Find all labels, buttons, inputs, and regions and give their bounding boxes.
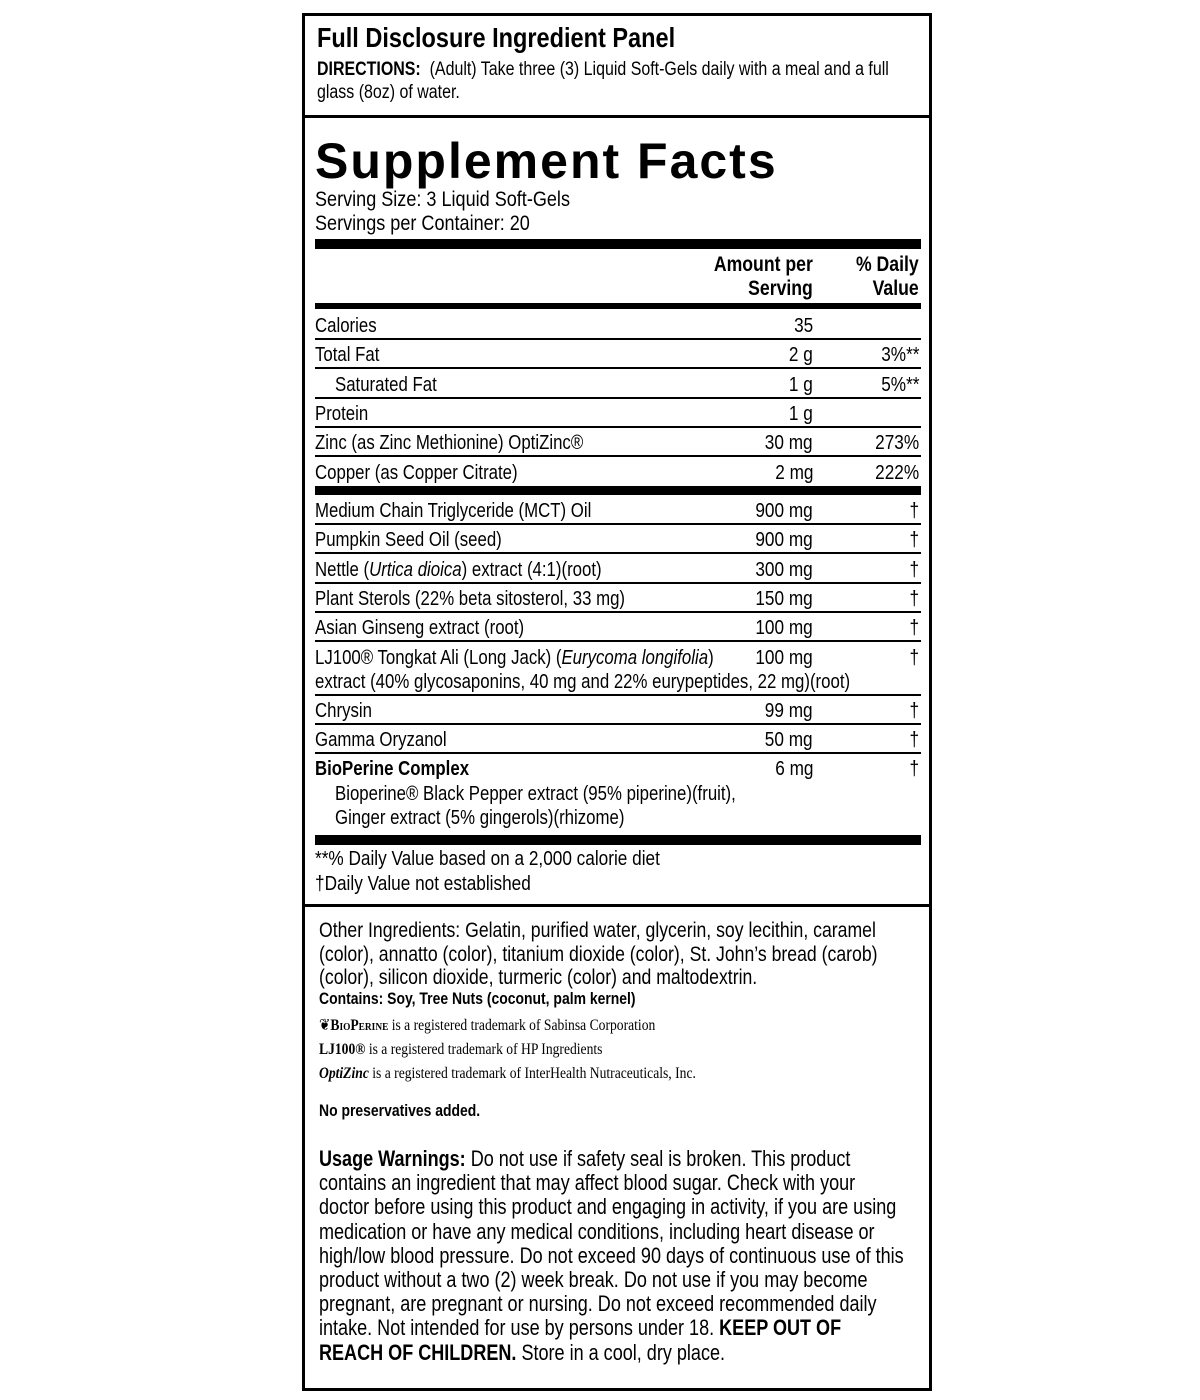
table-row <box>315 725 921 754</box>
trademark-text: is a registered trademark of HP Ingredients <box>368 1041 603 1058</box>
nutrient-name: Asian Ginseng extract (root) <box>315 617 525 640</box>
directions-text <box>317 58 905 104</box>
daily-value: 273% <box>875 432 919 455</box>
contains-text: Soy, Tree Nuts (coconut, palm kernel) <box>383 989 636 1008</box>
daily-value: † <box>909 500 919 522</box>
directions-panel <box>305 16 929 118</box>
footnote-not-established: †Daily Value not established <box>315 873 531 895</box>
amount-per-serving: 99 mg <box>765 699 813 722</box>
directions-body: (Adult) Take three (3) Liquid Soft-Gels daily with a meal and a full glass (8oz) of water. <box>317 59 889 103</box>
header-amount <box>714 253 813 301</box>
trademark-optizinc <box>319 1065 696 1083</box>
amount-per-serving: 300 mg <box>755 558 813 581</box>
nutrient-name: Calories <box>315 315 377 337</box>
daily-value: † <box>909 646 919 669</box>
amount-per-serving: 2 mg <box>774 461 813 484</box>
daily-value: † <box>909 699 919 722</box>
table-row <box>315 754 921 830</box>
daily-value: † <box>909 529 919 552</box>
daily-value: † <box>909 617 919 640</box>
header-amount-line2: Serving <box>748 277 813 300</box>
footnote-daily-value: **% Daily Value based on a 2,000 calorie diet <box>315 848 660 870</box>
header-dv-line1: % Daily <box>856 253 919 276</box>
amount-per-serving: 35 <box>793 315 813 337</box>
amount-per-serving: 1 g <box>789 402 813 425</box>
nutrient-name <box>315 646 714 670</box>
servings-per-container: Servings per Container: 20 <box>315 212 530 235</box>
amount-per-serving: 100 mg <box>755 617 813 640</box>
contains-line <box>319 989 636 1009</box>
serving-size: Serving Size: 3 Liquid Soft-Gels <box>315 188 570 211</box>
table-row <box>315 525 921 554</box>
nutrient-name: Total Fat <box>315 344 380 367</box>
table-row <box>315 399 921 428</box>
usage-warnings <box>319 1147 909 1365</box>
ginger-sub-line: Ginger extract (5% gingerols)(rhizome) <box>335 807 625 830</box>
leaf-icon: ❦ <box>319 1017 331 1034</box>
name-part: ) extract (4:1)(root) <box>461 558 602 581</box>
warnings-label: Usage Warnings: <box>319 1146 466 1171</box>
amount-per-serving: 50 mg <box>765 729 813 752</box>
name-part: ) <box>708 646 714 669</box>
group-divider <box>315 486 921 495</box>
optizinc-mark: OptiZinc <box>319 1065 369 1082</box>
bioperine-sub-line: Bioperine® Black Pepper extract (95% piperine)(fruit), <box>335 783 736 806</box>
daily-value: 3%** <box>880 344 919 367</box>
no-preservatives <box>319 1101 480 1121</box>
no-preservatives-text: No preservatives added. <box>319 1101 481 1120</box>
header-dv-line2: Value <box>872 277 919 300</box>
amount-per-serving: 900 mg <box>755 529 813 552</box>
lj100-mark: LJ100® <box>319 1041 366 1058</box>
table-row <box>315 370 921 399</box>
nutrient-name <box>315 558 602 582</box>
thick-divider <box>315 239 921 249</box>
table-row <box>315 555 921 584</box>
nutrient-name: Saturated Fat <box>335 373 437 396</box>
supplement-facts-panel <box>305 118 929 907</box>
nutrient-name: Chrysin <box>315 699 372 722</box>
nutrient-name: BioPerine Complex <box>315 758 470 781</box>
warnings-text: Do not use if safety seal is broken. This product contains an ingredient that may affect blood sugar. Check with your doctor before using this product and engaging in activity, if you are using medication or have any medical conditions, including heart disease or high/low blood pressure. Do not exceed 90 days of continuous use of this product without a two (2) week break. Do not use if you may become pregnant, are pregnant or nursing. Do not exceed recommended daily intake. Not intended for use by persons under 18. <box>319 1146 904 1341</box>
amount-per-serving: 1 g <box>789 373 813 396</box>
nutrient-name: Protein <box>315 402 369 425</box>
nutrient-name: Plant Sterols (22% beta sitosterol, 33 mg) <box>315 587 626 610</box>
amount-per-serving: 900 mg <box>755 500 813 522</box>
nutrient-name: Zinc (as Zinc Methionine) OptiZinc® <box>315 432 584 455</box>
name-part: LJ100® Tongkat Ali (Long Jack) ( <box>315 646 562 669</box>
table-row <box>315 428 921 457</box>
table-row <box>315 584 921 613</box>
name-part: Nettle ( <box>315 558 370 581</box>
nutrient-name: Pumpkin Seed Oil (seed) <box>315 529 502 552</box>
nutrient-name: Medium Chain Triglyceride (MCT) Oil <box>315 500 592 522</box>
table-row <box>315 613 921 642</box>
nutrient-name: Gamma Oryzanol <box>315 729 447 752</box>
amount-per-serving: 100 mg <box>755 646 813 669</box>
latin-name: Urtica dioica <box>369 558 462 581</box>
table-row <box>315 496 921 525</box>
header-daily-value <box>856 253 919 301</box>
amount-per-serving: 6 mg <box>774 758 813 781</box>
other-ingredients: Other Ingredients: Gelatin, purified water, glycerin, soy lecithin, caramel (color), annatto (color), titanium dioxide (color), St. John’s bread (carob)(color), silicon dioxide, turmeric (color) and maltodextrin. <box>319 919 878 989</box>
keep-out-of-reach: KEEP OUT OF REACH OF CHILDREN. <box>319 1315 842 1365</box>
daily-value: 222% <box>875 461 919 484</box>
table-row <box>315 311 921 340</box>
daily-value: † <box>909 587 919 610</box>
header-divider <box>315 303 921 309</box>
contains-label: Contains: <box>319 989 384 1008</box>
daily-value: † <box>909 558 919 581</box>
amount-per-serving: 2 g <box>789 344 813 367</box>
table-row <box>315 340 921 369</box>
daily-value: † <box>909 758 919 781</box>
table-row <box>315 458 921 485</box>
header-amount-line1: Amount per <box>714 253 813 276</box>
directions-label: DIRECTIONS: <box>317 59 421 80</box>
trademark-bioperine <box>319 1015 655 1035</box>
trademark-text: is a registered trademark of Sabinsa Corporation <box>391 1017 656 1034</box>
amount-per-serving: 150 mg <box>755 587 813 610</box>
bottom-divider <box>315 835 921 845</box>
table-row <box>315 696 921 725</box>
daily-value: 5%** <box>880 373 919 396</box>
trademark-lj100 <box>319 1041 602 1059</box>
warnings-end: Store in a cool, dry place. <box>516 1339 726 1365</box>
nutrient-name-line2: extract (40% glycosaponins, 40 mg and 22% eurypeptides, 22 mg)(root) <box>315 670 851 693</box>
nutrient-name: Copper (as Copper Citrate) <box>315 461 518 484</box>
panel-title: Full Disclosure Ingredient Panel <box>317 22 676 53</box>
ingredient-label <box>302 13 932 1391</box>
daily-value: † <box>909 729 919 752</box>
trademark-text: is a registered trademark of InterHealth Nutraceuticals, Inc. <box>372 1065 696 1082</box>
bioperine-mark: BioPerine <box>330 1017 389 1034</box>
amount-per-serving: 30 mg <box>765 432 813 455</box>
supplement-facts-title: Supplement Facts <box>315 133 778 189</box>
table-row <box>315 643 921 696</box>
latin-name: Eurycoma longifolia <box>561 646 709 669</box>
